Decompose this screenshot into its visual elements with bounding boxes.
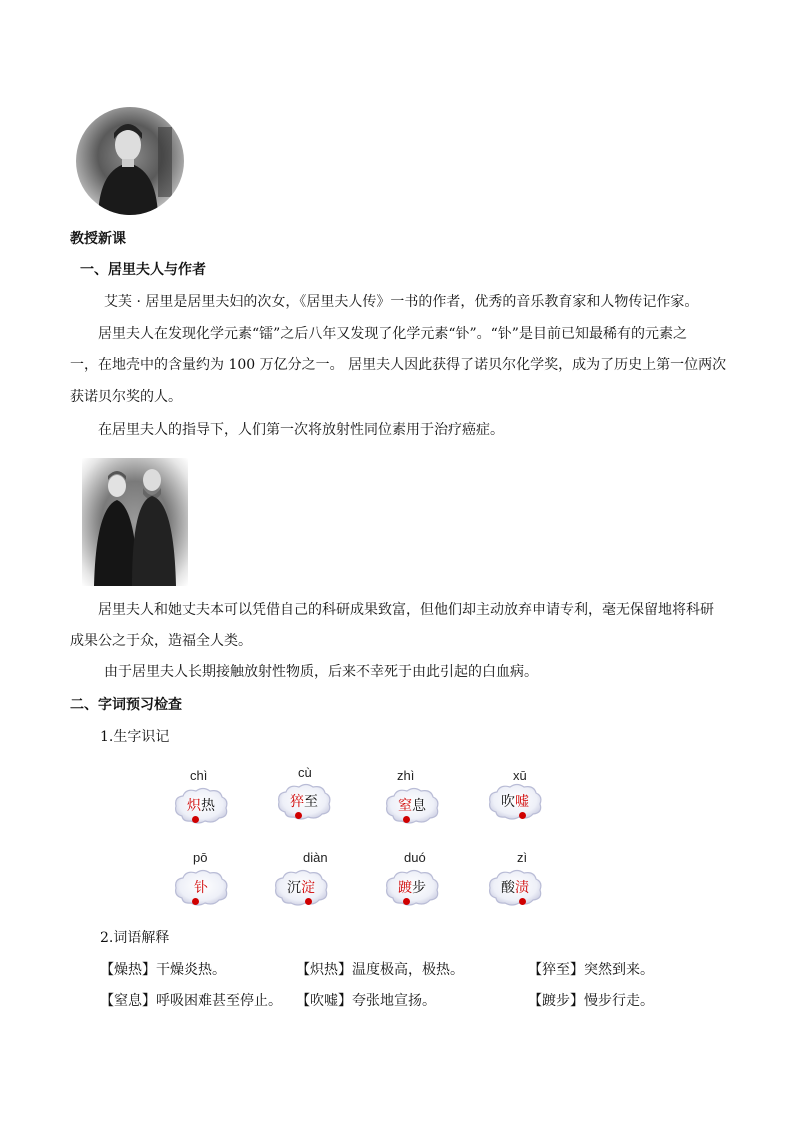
sub-heading-vocab: 2.词语解释 — [100, 930, 170, 946]
pinyin-label: chì — [190, 768, 208, 783]
marker-dot-icon — [519, 812, 526, 819]
target-character: 窒 — [398, 798, 412, 814]
target-character: 踱 — [398, 880, 412, 896]
character-word — [275, 782, 333, 822]
marker-dot-icon — [403, 898, 410, 905]
portrait-photo — [76, 107, 184, 215]
character-word — [172, 786, 230, 826]
vocab-item: 【窒息】呼吸困难甚至停止。 — [100, 993, 282, 1009]
part1-heading: 一、居里夫人与作者 — [80, 262, 206, 278]
paragraph-4-line-2: 成果公之于众，造福全人类。 — [70, 633, 252, 649]
marker-dot-icon — [192, 898, 199, 905]
target-character: 钋 — [194, 880, 208, 896]
vocab-item: 【炽热】温度极高，极热。 — [296, 962, 464, 978]
paragraph-3: 在居里夫人的指导下，人们第一次将放射性同位素用于治疗癌症。 — [98, 422, 504, 438]
paragraph-5: 由于居里夫人长期接触放射性物质，后来不幸死于由此引起的白血病。 — [104, 664, 538, 680]
pinyin-label: duó — [404, 850, 426, 865]
character-card — [272, 868, 330, 908]
target-character: 炽 — [187, 798, 201, 814]
target-character: 猝 — [290, 794, 304, 810]
pinyin-label: xū — [513, 768, 527, 783]
pinyin-label: diàn — [303, 850, 328, 865]
marker-dot-icon — [295, 812, 302, 819]
character-card — [383, 868, 441, 908]
paragraph-1: 艾芙 · 居里是居里夫妇的次女，《居里夫人传》一书的作者，优秀的音乐教育家和人物传记作家。 — [104, 294, 699, 310]
vocab-item: 【猝至】突然到来。 — [528, 962, 654, 978]
sub-heading-characters: 1.生字识记 — [100, 729, 170, 745]
pinyin-label: zhì — [397, 768, 415, 783]
pinyin-label: cù — [298, 765, 312, 780]
character-word — [486, 782, 544, 822]
character-word — [486, 868, 544, 908]
part2-heading: 二、字词预习检查 — [70, 697, 182, 713]
companion-character: 至 — [304, 794, 318, 810]
marker-dot-icon — [192, 816, 199, 823]
target-character: 淀 — [301, 880, 315, 896]
marker-dot-icon — [519, 898, 526, 905]
paragraph-4-line-1: 居里夫人和她丈夫本可以凭借自己的科研成果致富，但他们却主动放弃申请专利，毫无保留地将科研 — [98, 602, 714, 618]
character-card — [172, 786, 230, 826]
companion-character: 息 — [412, 798, 426, 814]
character-word — [172, 868, 230, 908]
character-card — [275, 782, 333, 822]
companion-character: 酸 — [501, 880, 515, 896]
companion-character: 步 — [412, 880, 426, 896]
paragraph-2-line-1: 居里夫人在发现化学元素“镭”之后八年又发现了化学元素“钋”。“钋”是目前已知最稀有的元素之 — [98, 326, 687, 342]
companion-character: 热 — [201, 798, 215, 814]
paragraph-2-line-2: 一，在地壳中的含量约为 100 万亿分之一。 居里夫人因此获得了诺贝尔化学奖，成为了历史上第一位两次 — [70, 357, 727, 373]
couple-photo — [82, 458, 188, 586]
companion-character: 沉 — [287, 880, 301, 896]
target-character: 渍 — [515, 880, 529, 896]
pinyin-label: pō — [193, 850, 208, 865]
marker-dot-icon — [403, 816, 410, 823]
paragraph-2-line-3: 获诺贝尔奖的人。 — [70, 389, 182, 405]
character-card — [383, 786, 441, 826]
section-title: 教授新课 — [70, 231, 126, 247]
pinyin-label: zì — [517, 850, 528, 865]
target-character: 嘘 — [515, 794, 529, 810]
character-word — [383, 786, 441, 826]
character-word — [272, 868, 330, 908]
character-card — [486, 782, 544, 822]
marker-dot-icon — [305, 898, 312, 905]
vocab-item: 【踱步】慢步行走。 — [528, 993, 654, 1009]
character-card — [486, 868, 544, 908]
character-word — [383, 868, 441, 908]
companion-character: 吹 — [501, 794, 515, 810]
vocab-item: 【吹嘘】夸张地宣扬。 — [296, 993, 436, 1009]
character-card — [172, 868, 230, 908]
vocab-item: 【燥热】干燥炎热。 — [100, 962, 226, 978]
